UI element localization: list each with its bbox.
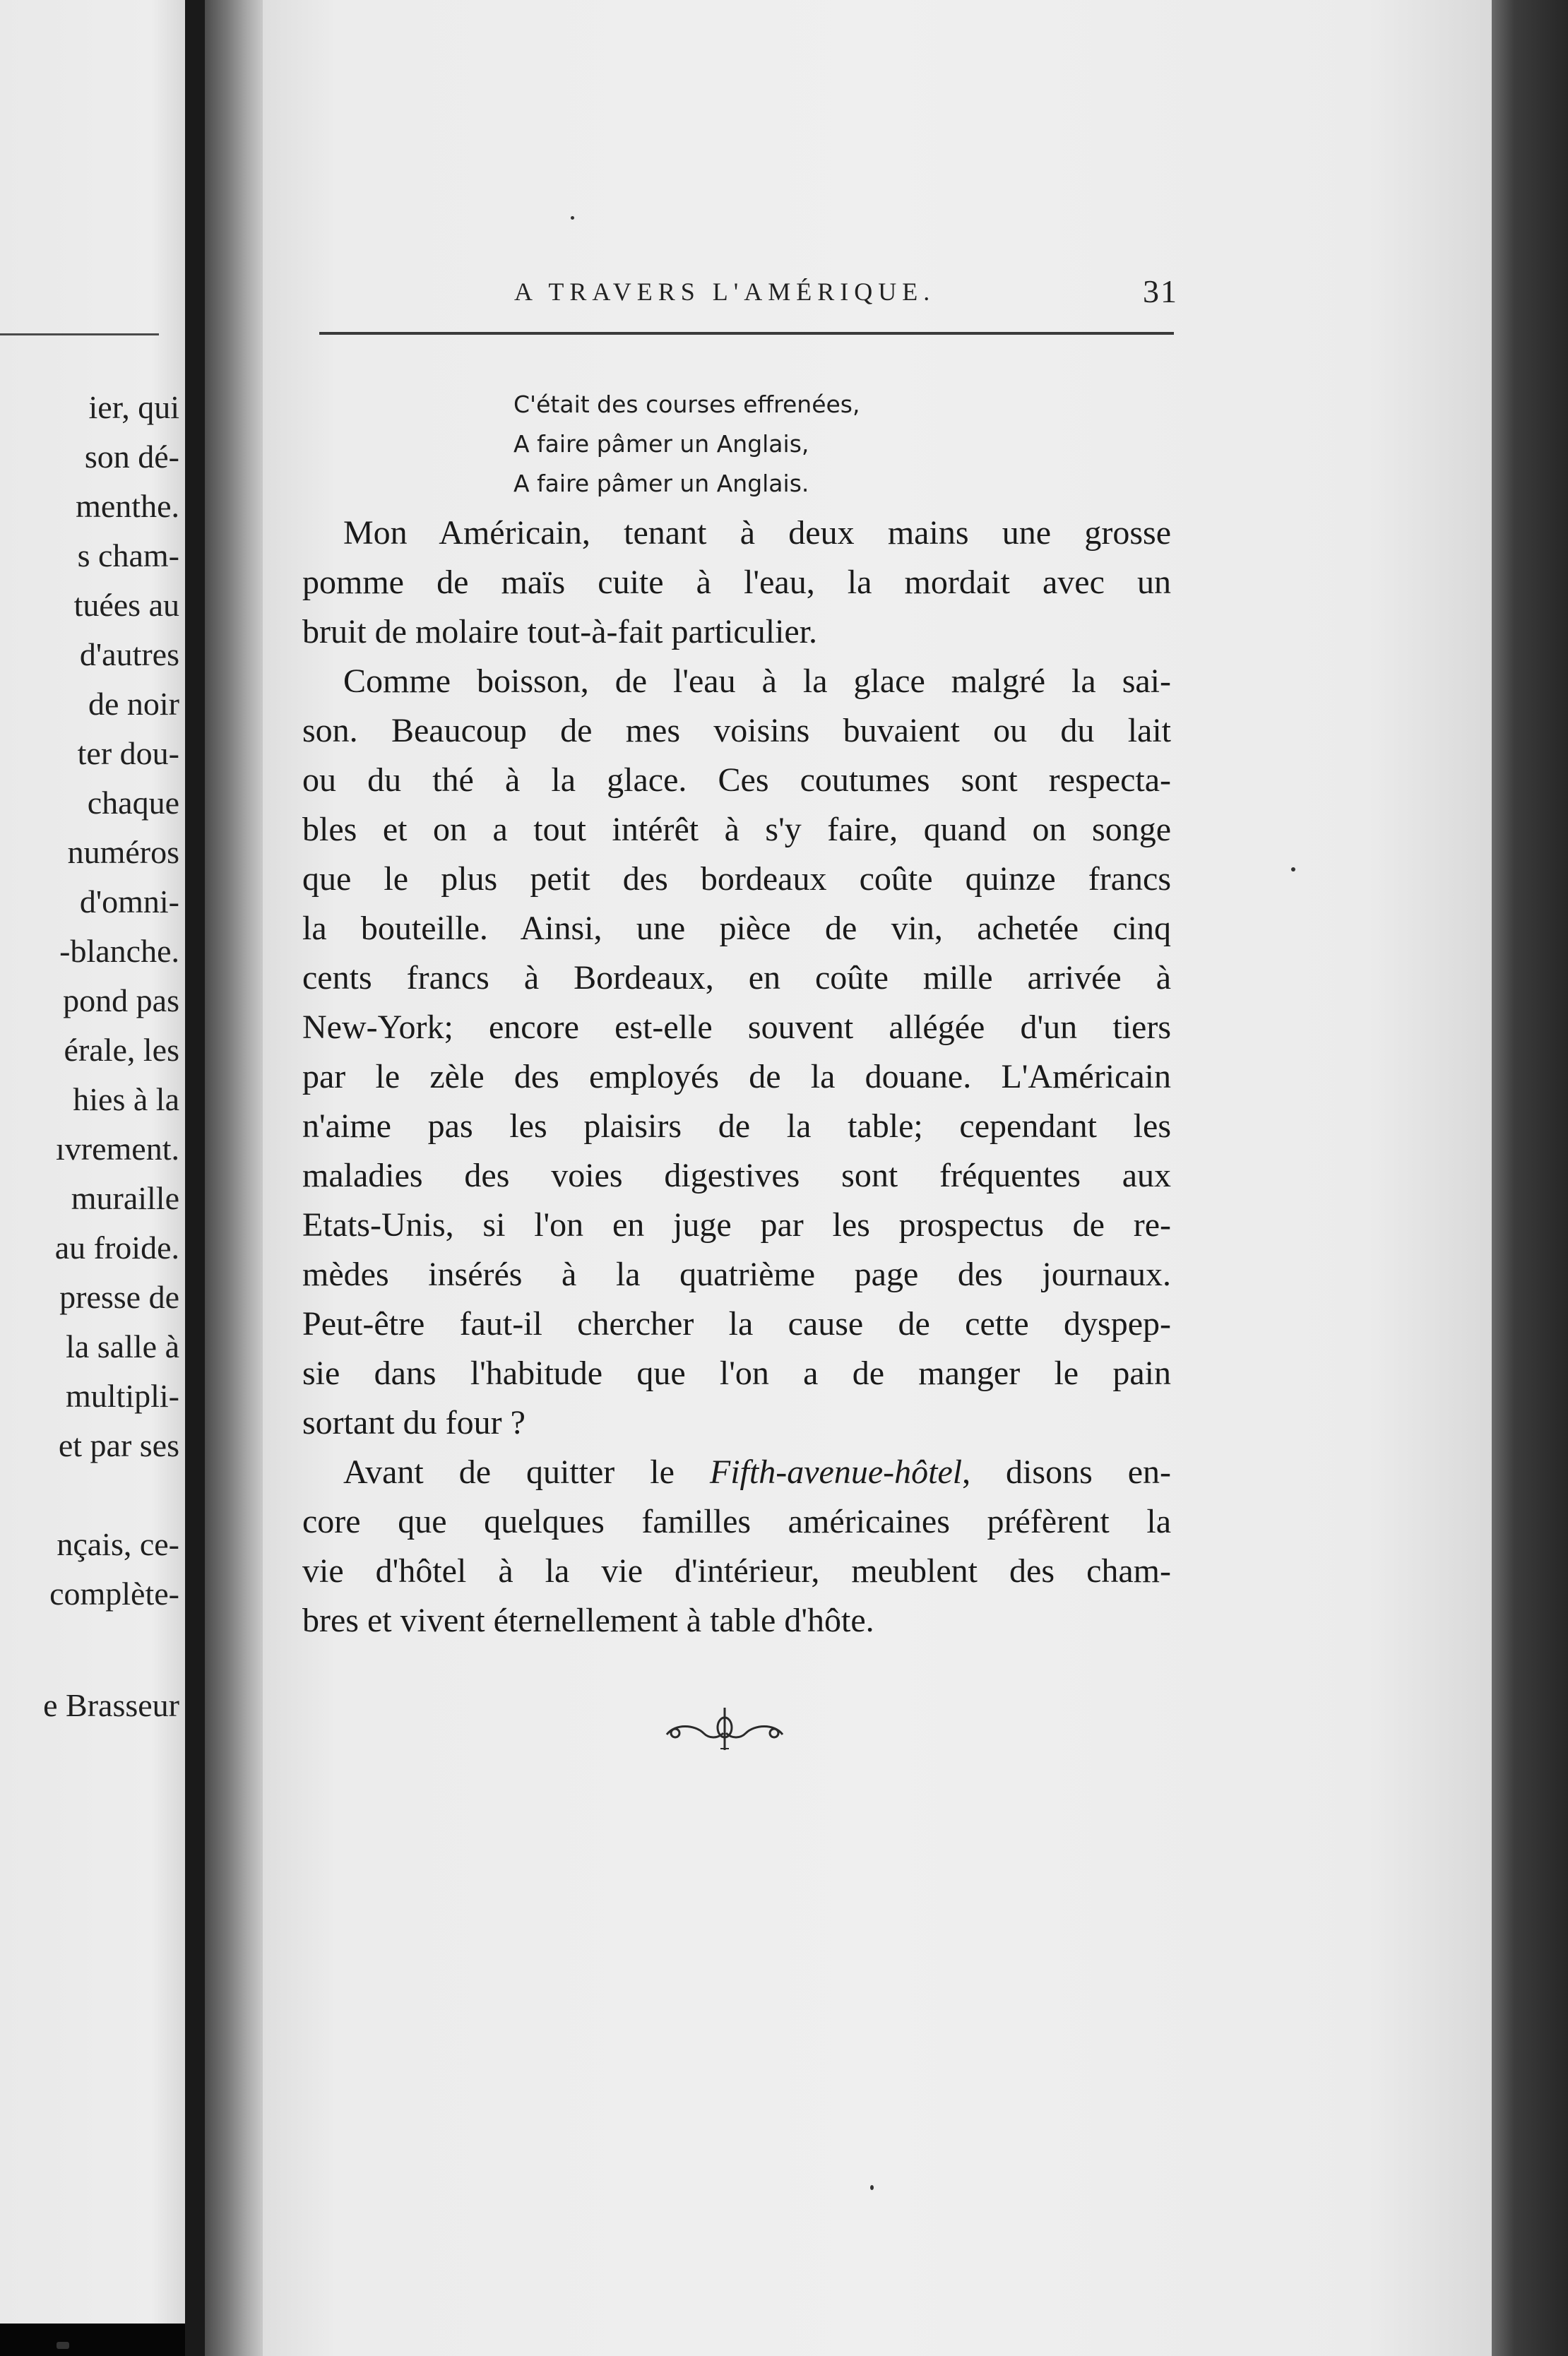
left-page-line: nçais, ce- [57,1526,179,1562]
paragraph [302,1448,1171,1646]
text-line: par le zèle des employés de la douane. L'Américain [302,1058,1171,1095]
text-line: New-York; encore est-elle souvent allégée d'un tiers [302,1009,1171,1046]
left-page-line: ıvrement. [56,1131,179,1167]
text-line: vie d'hôtel à la vie d'intérieur, meublent des cham- [302,1552,1171,1590]
text-line: la bouteille. Ainsi, une pièce de vin, achetée cinq [302,910,1171,947]
left-page-line: numéros [67,834,179,870]
left-page-line: au froide. [54,1230,179,1266]
left-page-line: menthe. [76,488,179,524]
text-line: pomme de maïs cuite à l'eau, la mordait avec un [302,564,1171,601]
left-page-line: tuées au [73,587,179,623]
text-line: Etats-Unis, si l'on en juge par les prospectus de re- [302,1206,1171,1244]
left-page-line: presse de [59,1279,179,1315]
left-page-text [0,383,179,1619]
left-page-line: la salle à [66,1328,179,1364]
left-page-line: pond pas [63,982,179,1018]
paper-speck [1291,867,1295,871]
left-page-line: -blanche. [59,933,179,969]
text-line: Peut-être faut-il chercher la cause de cette dyspep- [302,1305,1171,1343]
left-page-line: hies à la [73,1081,179,1117]
left-page-line: son dé- [84,439,179,475]
text-line: cents francs à Bordeaux, en coûte mille arrivée à [302,959,1171,996]
paper-speck [870,2185,874,2190]
paragraph [302,657,1171,1448]
left-page-line: érale, les [64,1032,179,1068]
verse-line: A faire pâmer un Anglais. [513,470,809,497]
text-line: sortant du four ? [302,1404,525,1441]
left-page-line: s cham- [77,537,179,573]
text-line: bres et vivent éternellement à table d'hôte. [302,1602,874,1639]
left-page-line: multipli- [66,1378,179,1414]
verse-line: A faire pâmer un Anglais, [513,430,809,458]
paper-speck [57,2342,69,2349]
paper-speck [571,216,574,220]
left-page-line: ier, qui [88,389,179,425]
left-page-rule [0,333,159,335]
verse-quotation [513,385,1008,504]
left-page-line: de noir [88,686,179,722]
text-line: n'aime pas les plaisirs de la table; cependant les [302,1107,1171,1145]
left-page-line [0,1470,179,1520]
left-page-line: muraille [71,1180,179,1216]
running-title: A TRAVERS L'AMÉRIQUE. [514,278,936,306]
paragraph [302,508,1171,657]
left-page-line: ter dou- [77,735,179,771]
text-line: mèdes insérés à la quatrième page des journaux. [302,1256,1171,1293]
verse-line: C'était des courses effrenées, [513,391,860,418]
text-line: bruit de molaire tout-à-fait particulier. [302,613,818,650]
text-line: Comme boisson, de l'eau à la glace malgré la sai- [343,662,1171,700]
text-line: maladies des voies digestives sont fréquentes aux [302,1157,1171,1194]
text-line: sie dans l'habitude que l'on a de manger le pain [302,1355,1171,1392]
gutter-shadow [185,0,205,2356]
text-line: Mon Américain, tenant à deux mains une grosse [343,514,1171,552]
page-body-text [302,508,1171,1646]
left-page-line: complète- [49,1576,179,1612]
fleuron-ornament [661,1703,788,1760]
text-line: ou du thé à la glace. Ces coutumes sont respecta- [302,761,1171,799]
left-page-line: et par ses [58,1427,179,1463]
left-page [0,0,189,2324]
header-rule [319,332,1174,335]
text-line: que le plus petit des bordeaux coûte quinze francs [302,860,1171,898]
text-line: son. Beaucoup de mes voisins buvaient ou du lait [302,712,1171,749]
text-line: bles et on a tout intérêt à s'y faire, quand on songe [302,811,1171,848]
left-page-line: d'omni- [79,884,179,920]
text-line: Avant de quitter le Fifth-avenue-hôtel, disons en- [343,1453,1172,1491]
page-number: 31 [1143,273,1178,309]
left-page-line: chaque [87,785,179,821]
left-page-line: d'autres [79,636,179,672]
left-page-last-line: e Brasseur [43,1687,179,1723]
page-edge-shadow [1492,0,1568,2356]
running-header [514,273,1178,319]
text-line: core que quelques familles américaines préfèrent la [302,1503,1171,1540]
